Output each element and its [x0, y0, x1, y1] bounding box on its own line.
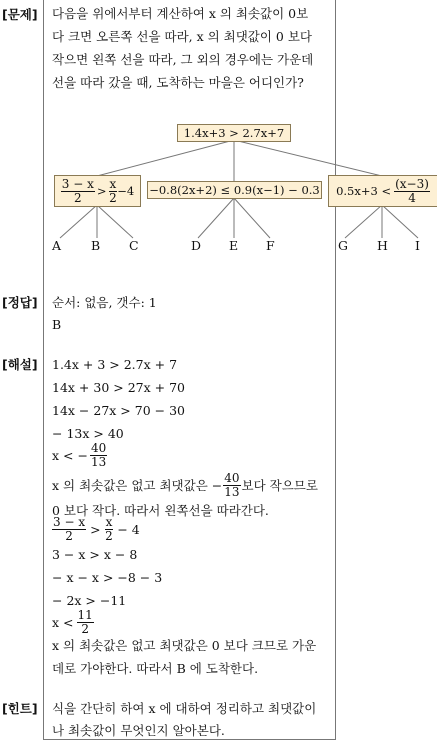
- problem-line: 작으면 왼쪽 선을 따라, 그 외의 경우에는 가운데: [52, 52, 314, 67]
- tree-root-node: 1.4x+3 > 2.7x+7: [177, 124, 291, 142]
- hint-label: [힌트]: [2, 701, 38, 716]
- denominator: 2: [81, 621, 89, 636]
- leaf-h: H: [377, 238, 388, 253]
- solution-text: 0 보다 작다. 따라서 왼쪽선을 따라간다.: [52, 503, 269, 518]
- leaf-b: B: [91, 238, 101, 253]
- denominator: 4: [408, 190, 416, 205]
- denominator: 2: [105, 528, 113, 543]
- numerator: 3 − x: [61, 176, 94, 191]
- solution-text: 데로 가야한다. 따라서 B 에 도착한다.: [52, 661, 259, 676]
- fraction: [394, 178, 430, 204]
- solution-step: − x − x > −8 − 3: [52, 570, 163, 585]
- text: 보다 작으므로: [241, 478, 318, 494]
- solution-step-fraction: [52, 516, 140, 542]
- answer-meta: 순서: 없음, 갯수: 1: [52, 295, 157, 310]
- operand: − 4: [117, 521, 140, 537]
- fraction: [90, 442, 107, 468]
- fraction: [223, 472, 240, 498]
- fraction: [109, 178, 118, 204]
- hint-line: 식을 간단히 하여 x 에 대하여 정리하고 최댓값이: [52, 701, 317, 716]
- operator: >: [96, 184, 107, 198]
- solution-label: [해설]: [2, 357, 38, 372]
- leaf-d: D: [191, 238, 202, 253]
- leaf-g: G: [338, 238, 348, 253]
- denominator: 2: [73, 190, 82, 205]
- leaf-e: E: [229, 238, 239, 253]
- leaf-i: I: [415, 238, 420, 253]
- solution-step-fraction: [52, 442, 107, 468]
- tree-left-node: [54, 175, 141, 207]
- numerator: 40: [90, 441, 107, 455]
- numerator: (x−3): [395, 176, 429, 191]
- answer-value: B: [52, 317, 62, 332]
- fraction: [52, 516, 86, 542]
- solution-step: 14x + 30 > 27x + 70: [52, 380, 185, 395]
- solution-step: 3 − x > x − 8: [52, 547, 138, 562]
- problem-line: 다음을 위에서부터 계산하여 x 의 최솟값이 0보: [52, 6, 309, 21]
- leaf-c: C: [129, 238, 139, 253]
- denominator: 2: [109, 190, 117, 205]
- hint-line: 나 최솟값이 무엇인지 알아본다.: [52, 723, 225, 738]
- denominator: 2: [65, 528, 73, 543]
- text: x 의 최솟값은 없고 최댓값은 −: [52, 478, 223, 494]
- numerator: 11: [77, 608, 93, 622]
- problem-line: 선을 따라 갔을 때, 도착하는 마을은 어디인가?: [52, 75, 304, 90]
- solution-text: [52, 472, 318, 498]
- expression: x <: [52, 614, 74, 630]
- problem-line: 다 크면 오른쪽 선을 따라, x 의 최댓값이 0 보다: [52, 29, 313, 44]
- problem-label: [문제]: [2, 7, 38, 22]
- denominator: 13: [224, 484, 240, 499]
- numerator: 3 − x: [53, 515, 86, 529]
- solution-step: 14x − 27x > 70 − 30: [52, 403, 185, 418]
- denominator: 13: [90, 454, 107, 469]
- solution-step-fraction: [52, 609, 94, 635]
- operator: >: [90, 521, 101, 537]
- numerator: x: [109, 176, 117, 191]
- answer-label: [정답]: [2, 295, 38, 310]
- leaf-a: A: [52, 238, 62, 253]
- solution-step: − 2x > −11: [52, 593, 127, 608]
- expression: 0.5x+3 <: [336, 184, 392, 198]
- leaf-f: F: [266, 238, 275, 253]
- tree-middle-node: −0.8(2x+2) ≤ 0.9(x−1) − 0.3: [147, 181, 322, 199]
- operand: −4: [117, 184, 135, 198]
- numerator: x: [105, 515, 113, 529]
- fraction: [105, 516, 114, 542]
- numerator: 40: [224, 471, 240, 485]
- fraction: [61, 178, 95, 204]
- fraction: [77, 609, 94, 635]
- solution-step: − 13x > 40: [52, 426, 124, 441]
- solution-text: x 의 최솟값은 없고 최댓값은 0 보다 크므로 가운: [52, 638, 317, 653]
- tree-right-node: [328, 175, 437, 207]
- expression: x < −: [52, 447, 88, 463]
- solution-step: 1.4x + 3 > 2.7x + 7: [52, 357, 178, 372]
